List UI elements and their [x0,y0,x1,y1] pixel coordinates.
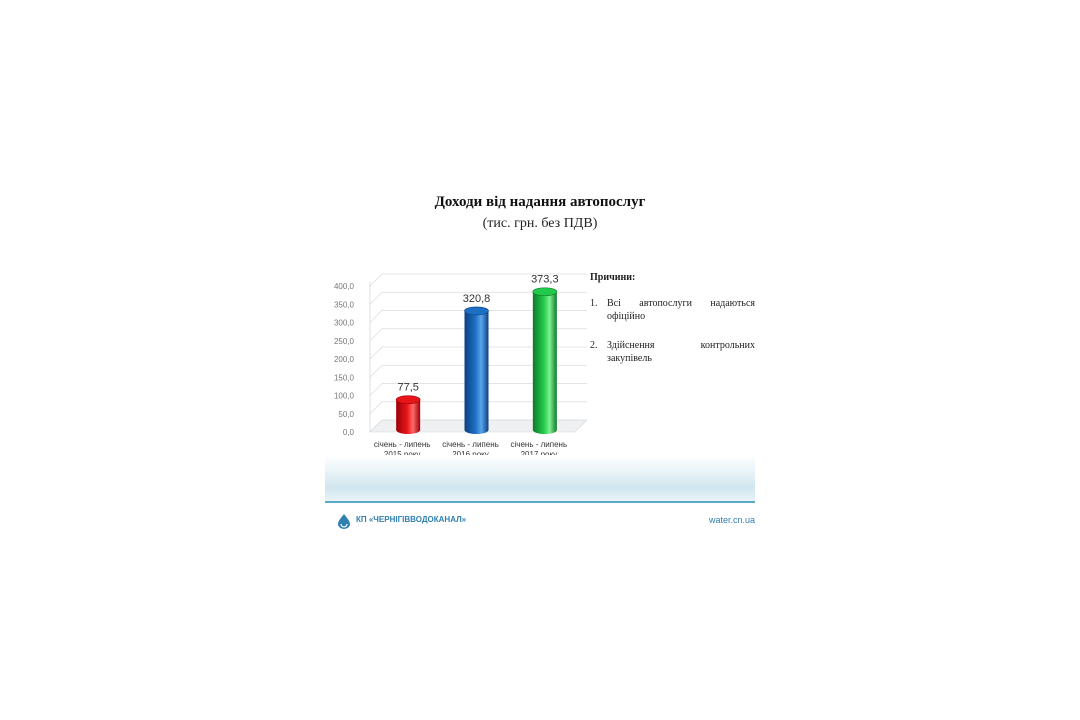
x-tick-label: січень - липень [373,440,431,449]
y-tick-label: 0,0 [342,428,354,437]
water-decoration [325,455,755,501]
bar-top [396,396,420,404]
data-label: 373,3 [531,273,559,286]
reason-item [590,297,755,323]
bar-top [465,307,489,315]
bar [396,396,420,434]
y-tick-label: 350,0 [333,300,354,310]
reason-item [590,339,755,365]
footer-organization: КП «ЧЕРНІГІВВОДОКАНАЛ» [356,515,467,524]
y-tick-label: 100,0 [333,391,354,401]
bar-chart [320,262,590,462]
bar-body [396,400,420,434]
y-tick-label: 50,0 [338,409,354,419]
footer-url: water.cn.ua [708,515,755,525]
x-tick-label: січень - липень [442,440,499,449]
bar [533,288,557,434]
bar [465,307,489,434]
data-label: 77,5 [397,381,419,394]
y-tick-label: 150,0 [333,373,354,383]
water-drop-logo-icon [337,513,351,529]
slide-title: Доходи від надання автопослуг [434,194,646,210]
bar-top [533,288,557,296]
reasons-panel [590,272,755,381]
reasons-title: Причини: [590,272,636,283]
reason-text: Здійснення контрольних закупівель [607,340,755,364]
data-label: 320,8 [462,292,491,305]
x-tick-label: січень - липень [510,440,568,449]
footer-divider [325,501,755,503]
bar-body [465,311,489,434]
reason-number: 2. [590,340,598,351]
bar-body [533,292,557,434]
reason-number: 1. [590,298,598,309]
y-tick-label: 300,0 [333,318,354,328]
slide-subtitle: (тис. грн. без ПДВ) [482,216,598,231]
reason-text: Всі автопослуги надаються офіційно [607,298,755,322]
y-tick-label: 250,0 [333,336,354,346]
y-tick-label: 400,0 [333,282,354,291]
y-tick-label: 200,0 [333,355,354,364]
